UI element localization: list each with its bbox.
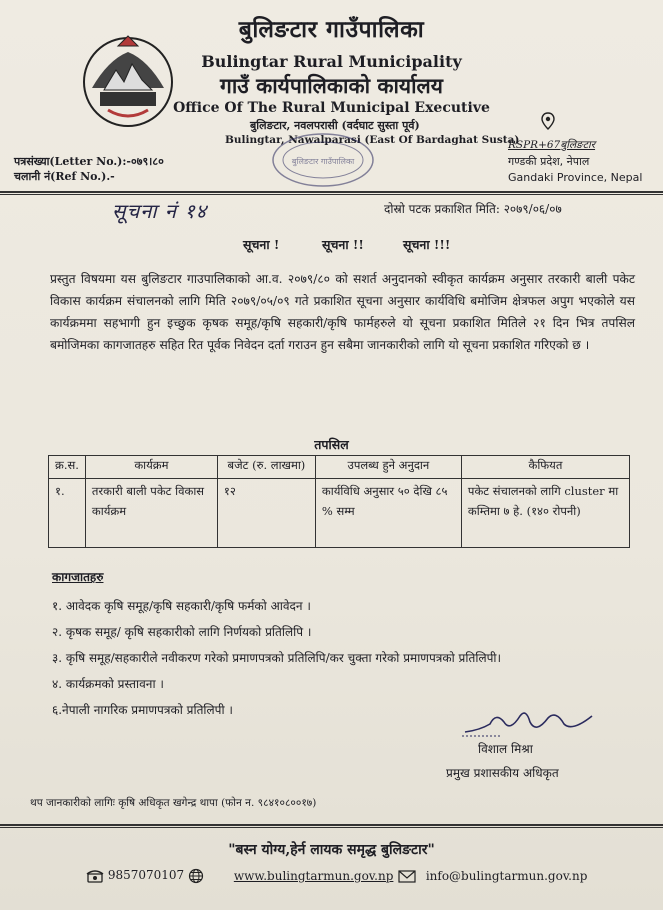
globe-icon [188, 868, 204, 884]
handwritten-notice-number: सूचना नं १४ [112, 199, 208, 223]
footer-slogan: "बस्न योग्य,हेर्न लायक समृद्ध बुलिङटार" [228, 842, 435, 858]
office-name-english: Office Of The Rural Municipal Executive [173, 100, 490, 116]
signatory-name: विशाल मिश्रा [478, 742, 533, 756]
header-divider-thin [0, 194, 663, 195]
signature-scribble [460, 702, 600, 742]
office-name-nepali: गाउँ कार्यपालिकाको कार्यालय [220, 73, 443, 98]
location-pin-icon [541, 112, 555, 130]
col-header-sn: क्र.स. [49, 456, 86, 479]
notice-heading-2: सूचना !! [322, 237, 364, 252]
website-link[interactable]: www.bulingtarmun.gov.np [233, 868, 394, 883]
office-seal [268, 130, 378, 190]
table-header-row [49, 456, 630, 479]
list-item: ३. कृषि समूह/सहकारीले नवीकरण गरेको प्रमाणपत्रको प्रतिलिपि/कर चुक्ता गरेको प्रमाणपत्रको प्रतिलिपी। [52, 651, 502, 665]
email-address[interactable]: info@bulingtarmun.gov.np [425, 868, 588, 883]
list-item: ४. कार्यक्रमको प्रस्तावना । [52, 677, 164, 691]
republish-date: दोस्रो पटक प्रकाशित मिति: २०७९/०६/०७ [384, 202, 562, 216]
province-english: Gandaki Province, Nepal [508, 171, 643, 184]
documents-title: कागजातहरु [52, 570, 104, 584]
phone-number: 9857070107 [107, 868, 185, 882]
notice-heading-1: सूचना ! [243, 237, 280, 252]
notice-body: प्रस्तुत विषयमा यस बुलिङटार गाउपालिकाको आ.व. २०७९/८० को सशर्त अनुदानको स्वीकृत कार्यक्रम अनुसार तरकारी बाली पकेट विकास कार्यक्रम संचालनको लागि मिति २०७९/०५/०९ गते प्रकाशित सूचना अनुसार कार्यविधि बमोजिम क्षेत्रफल अपुग भएकोले यस कार्यक्रममा सहभागी हुन इच्छुक कृषक समूह/कृषि सहकारी/कृषि फार्महरुले यो सूचना प्रकाशित मितिले २१ दिन भित्र तपसिल बमोजिमका कागजातहरु सहित रित पूर्वक निवेदन दर्ता गराउन हुन सबैमा जानकारीको लागि यो सूचना प्रकाशित गरिएको छ । [50, 272, 635, 352]
footer-divider-thin [0, 827, 663, 828]
address-english: Bulingtar, Nawalparasi (East Of Bardaghat Susta) [225, 134, 520, 146]
table-title: तपसिल [314, 437, 349, 452]
cell-budget: १२ [217, 479, 315, 548]
program-table [48, 455, 630, 548]
cell-sn: १. [49, 479, 86, 548]
footer-email [398, 868, 587, 884]
notice-heading-3: सूचना !!! [403, 237, 451, 252]
header-divider [0, 191, 663, 193]
province-block [508, 154, 642, 186]
list-item: २. कृषक समूह/ कृषि सहकारीको लागि निर्णयको प्रतिलिपि । [52, 625, 312, 639]
table-row [49, 479, 630, 548]
letter-number: पत्रसंख्या(Letter No.):-०७९।८० [14, 155, 164, 168]
municipality-name-nepali: बुलिङटार गाउँपालिका [238, 16, 425, 43]
province-nepali: गण्डकी प्रदेश, नेपाल [508, 155, 590, 168]
col-header-program: कार्यक्रम [85, 456, 217, 479]
municipality-name-english: Bulingtar Rural Municipality [201, 52, 462, 71]
cell-program: तरकारी बाली पकेट विकास कार्यक्रम [85, 479, 217, 548]
telephone-icon [86, 869, 104, 883]
list-item: ६.नेपाली नागरिक प्रमाणपत्रको प्रतिलिपी । [52, 703, 233, 717]
cell-remarks: पकेट संचालनको लागि cluster मा कम्तिमा ७ हे. (१४० रोपनी) [461, 479, 629, 548]
signatory-title: प्रमुख प्रशासकीय अधिकृत [446, 766, 559, 780]
footer-website [188, 868, 393, 884]
seal-text: बुलिङटार गाउँपालिका [291, 157, 355, 166]
col-header-remarks: कैफियत [461, 456, 629, 479]
ref-number: चलानी नं(Ref No.).- [14, 170, 115, 183]
contact-info-line: थप जानकारीको लागिः कृषि अधिकृत खगेन्द्र थापा (फोन न. ९८४१०८००१७) [30, 797, 317, 809]
plus-code: RSPR+67बुलिङटार [508, 139, 596, 151]
list-item: १. आवेदक कृषि समूह/कृषि सहकारी/कृषि फर्मको आवेदन । [52, 599, 311, 613]
footer-phone [86, 868, 184, 883]
col-header-budget: बजेट (रु. लाखमा) [217, 456, 315, 479]
address-nepali: बुलिङटार, नवलपरासी (वर्दघाट सुस्ता पूर्व) [250, 119, 420, 132]
footer-divider [0, 824, 663, 826]
email-icon [398, 868, 416, 884]
col-header-grant: उपलब्ध हुने अनुदान [315, 456, 461, 479]
cell-grant: कार्यविधि अनुसार ५० देखि ८५ % सम्म [315, 479, 461, 548]
reference-block [14, 154, 164, 184]
